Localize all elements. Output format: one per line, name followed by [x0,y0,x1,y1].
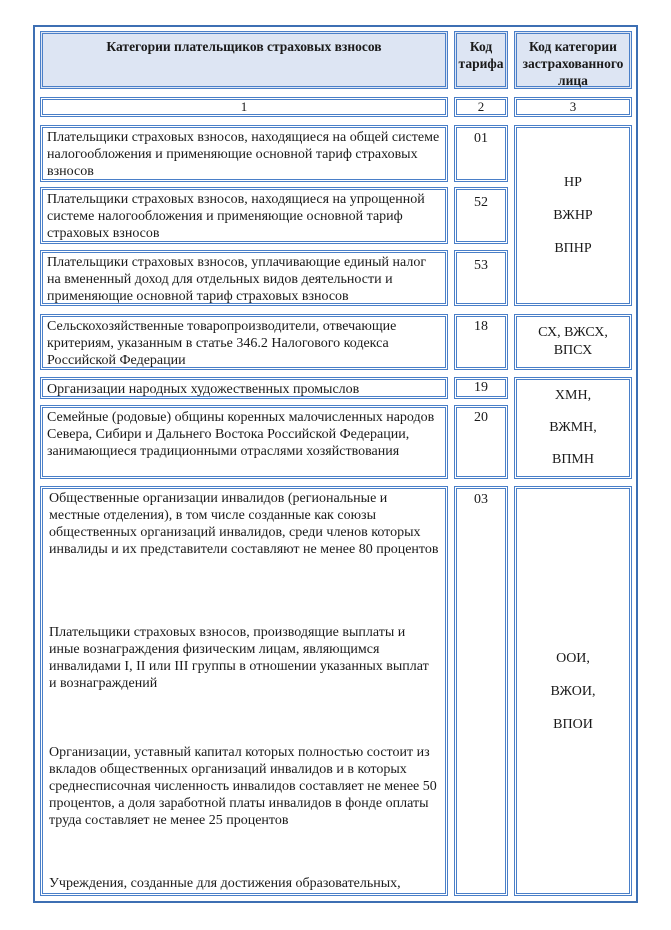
row-tariff-code-3-text: 53 [474,258,488,273]
row-category-1-text: Плательщики страховых взносов, находящиеся на общей системе налогообложения и применяющие основной тариф страховых взносов [47,130,440,179]
row-tariff-code-6 [454,405,508,479]
row-tariff-code-4 [454,314,508,370]
row-category-4-text: Сельскохозяйственные товаропроизводители, отвечающие критериям, указанным в статье 346.2 Налогового кодекса Российской Федерации [47,319,397,368]
row-category-disabled-orgs [40,486,448,896]
header-tariff-code-label: Код тарифа [458,39,504,71]
row-category-5 [40,377,448,399]
category-code-vzhoi: ВЖОИ, [550,683,596,699]
category-code-vzhnr: ВЖНР [553,208,593,223]
row-category-1 [40,125,448,182]
paragraph-public-orgs: Общественные организации инвалидов (региональные и местные отделения), в том числе созданные как союзы общественных организаций инвалидов, среди членов которых инвалиды и их представители составляют не менее 80 процентов [49,491,439,557]
row-tariff-code-2 [454,187,508,244]
row-category-4 [40,314,448,370]
column-number-2-label: 2 [477,99,485,114]
category-code-group-4 [514,486,632,896]
row-category-6-text: Семейные (родовые) общины коренных малочисленных народов Севера, Сибири и Дальнего Востока Российской Федерации, занимающиеся традиционными отраслями хозяйствования [47,410,435,459]
category-code-group-3 [514,377,632,479]
category-code-group-1 [514,125,632,306]
paragraph-payers-disabled: Плательщики страховых взносов, производящие выплаты и иные вознаграждения физическим лицам, являющимся инвалидами I, II или III группы в отношении указанных выплат и вознаграждений [49,625,429,691]
header-tariff-code [454,31,508,89]
row-category-5-text: Организации народных художественных промыслов [47,382,360,397]
paragraph-authorized-capital: Организации, уставный капитал которых полностью состоит из вкладов общественных организаций инвалидов и в которых среднесписочная численность инвалидов составляет не менее 50 процентов, а доля заработной платы инвалидов в фонде оплаты труда составляет не менее 25 процентов [49,745,437,828]
row-category-2-text: Плательщики страховых взносов, находящиеся на упрощенной системе налогообложения и применяющие основной тариф страховых взносов [47,192,425,241]
row-category-3 [40,250,448,306]
row-tariff-code-1 [454,125,508,182]
column-number-3-label: 3 [569,99,577,114]
row-tariff-code-7-text: 03 [474,492,488,507]
column-number-3 [514,97,632,117]
row-tariff-code-2-text: 52 [474,195,488,210]
header-category [40,31,448,89]
row-category-6 [40,405,448,479]
column-number-1-label: 1 [240,99,248,114]
category-code-vpmn: ВПМН [551,452,594,467]
header-category-label: Категории плательщиков страховых взносов [106,39,382,54]
row-tariff-code-3 [454,250,508,306]
row-tariff-code-7 [454,486,508,896]
row-tariff-code-4-text: 18 [474,319,488,334]
category-code-xmn: ХМН, [554,388,592,403]
header-insured-code-label: Код категории застрахованного лица [522,39,624,88]
category-code-group-2 [514,314,632,370]
category-code-sx: СХ, ВЖСХ, ВПСХ [538,325,608,358]
row-tariff-code-5-text: 19 [474,380,488,395]
row-category-2 [40,187,448,244]
category-code-nr: НР [564,175,582,190]
category-code-vpnr: ВПНР [554,241,592,256]
column-number-1 [40,97,448,117]
header-insured-code [514,31,632,89]
row-tariff-code-6-text: 20 [474,410,488,425]
row-tariff-code-1-text: 01 [474,131,488,146]
row-category-3-text: Плательщики страховых взносов, уплачивающие единый налог на вмененный доход для отдельных видов деятельности и применяющие основной тариф страховых взносов [47,255,427,304]
category-code-vpoi: ВПОИ [553,716,593,732]
row-tariff-code-5 [454,377,508,399]
category-code-vzhmn: ВЖМН, [549,420,597,435]
paragraph-institutions: Учреждения, созданные для достижения образовательных, [49,876,401,891]
column-number-2 [454,97,508,117]
category-code-ooi: ООИ, [556,650,590,666]
